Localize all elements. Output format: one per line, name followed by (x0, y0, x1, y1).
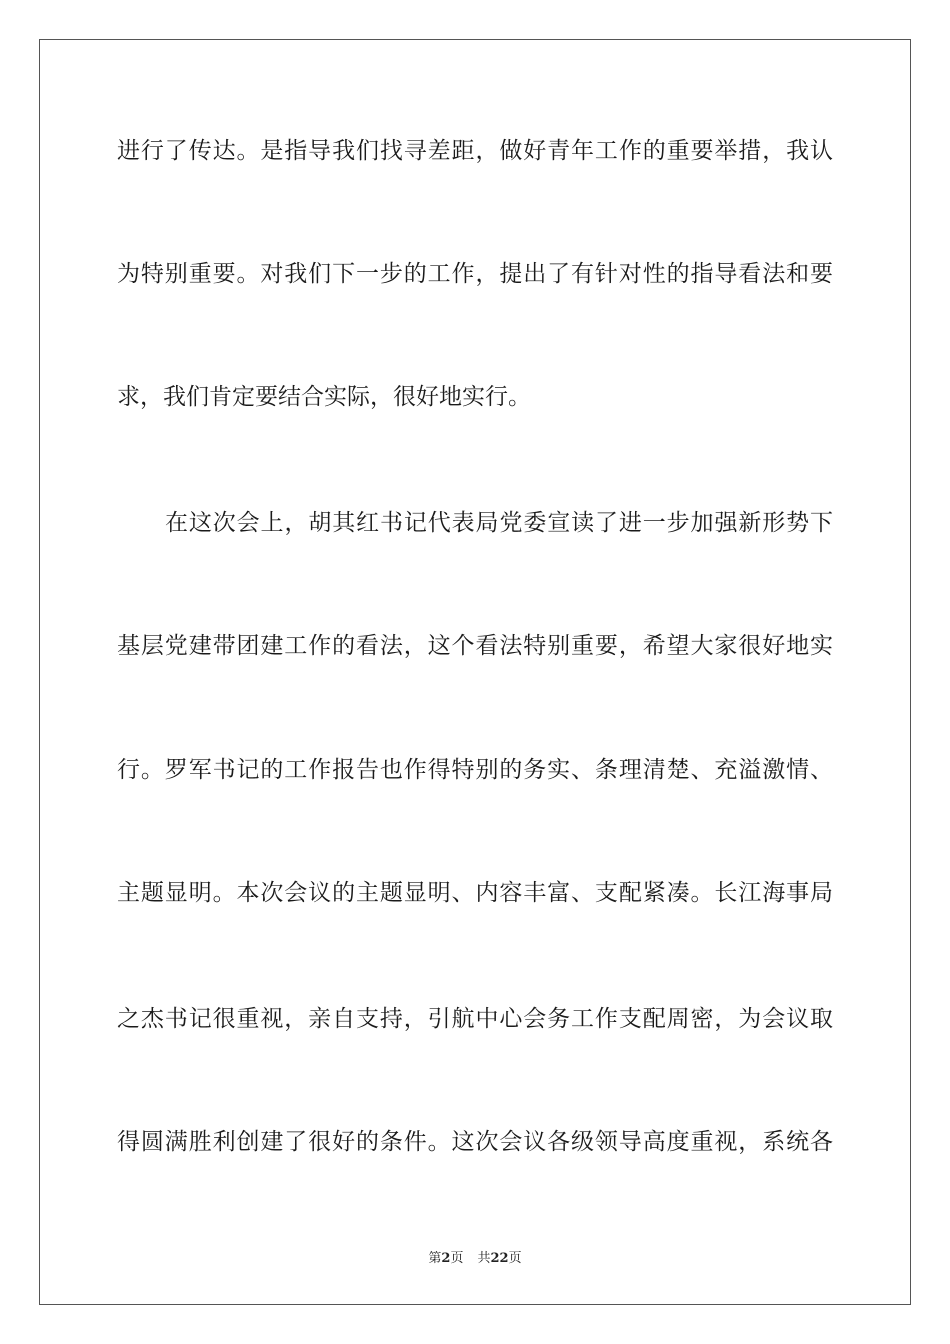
total-suffix: 页 (508, 1251, 522, 1266)
paragraph-2-line-2: 基层党建带团建工作的看法，这个看法特别重要，希望大家很好地实 (117, 633, 833, 659)
page-number: 2 (441, 1251, 451, 1266)
paragraph-2-line-1: 在这次会上，胡其红书记代表局党委宣读了进一步加强新形势下 (165, 510, 833, 536)
paragraph-1-line-1: 进行了传达。是指导我们找寻差距，做好青年工作的重要举措，我认 (117, 138, 833, 164)
page-footer (0, 1247, 950, 1266)
page-prefix: 第 (428, 1251, 442, 1266)
page-suffix: 页 (450, 1251, 464, 1266)
paragraph-1-line-2: 为特别重要。对我们下一步的工作，提出了有针对性的指导看法和要 (117, 261, 833, 287)
page-border (39, 39, 911, 1305)
paragraph-2-line-5: 之杰书记很重视，亲自支持，引航中心会务工作支配周密，为会议取 (117, 1006, 833, 1032)
paragraph-2-line-6: 得圆满胜利创建了很好的条件。这次会议各级领导高度重视，系统各 (117, 1129, 833, 1155)
paragraph-1-line-3: 求，我们肯定要结合实际，很好地实行。 (117, 384, 531, 410)
paragraph-2-line-4: 主题显明。本次会议的主题显明、内容丰富、支配紧凑。长江海事局 (117, 880, 833, 906)
paragraph-2-line-3: 行。罗军书记的工作报告也作得特别的务实、条理清楚、充溢激情、 (117, 757, 833, 783)
total-pages: 22 (490, 1251, 509, 1266)
total-prefix: 共 (477, 1251, 491, 1266)
